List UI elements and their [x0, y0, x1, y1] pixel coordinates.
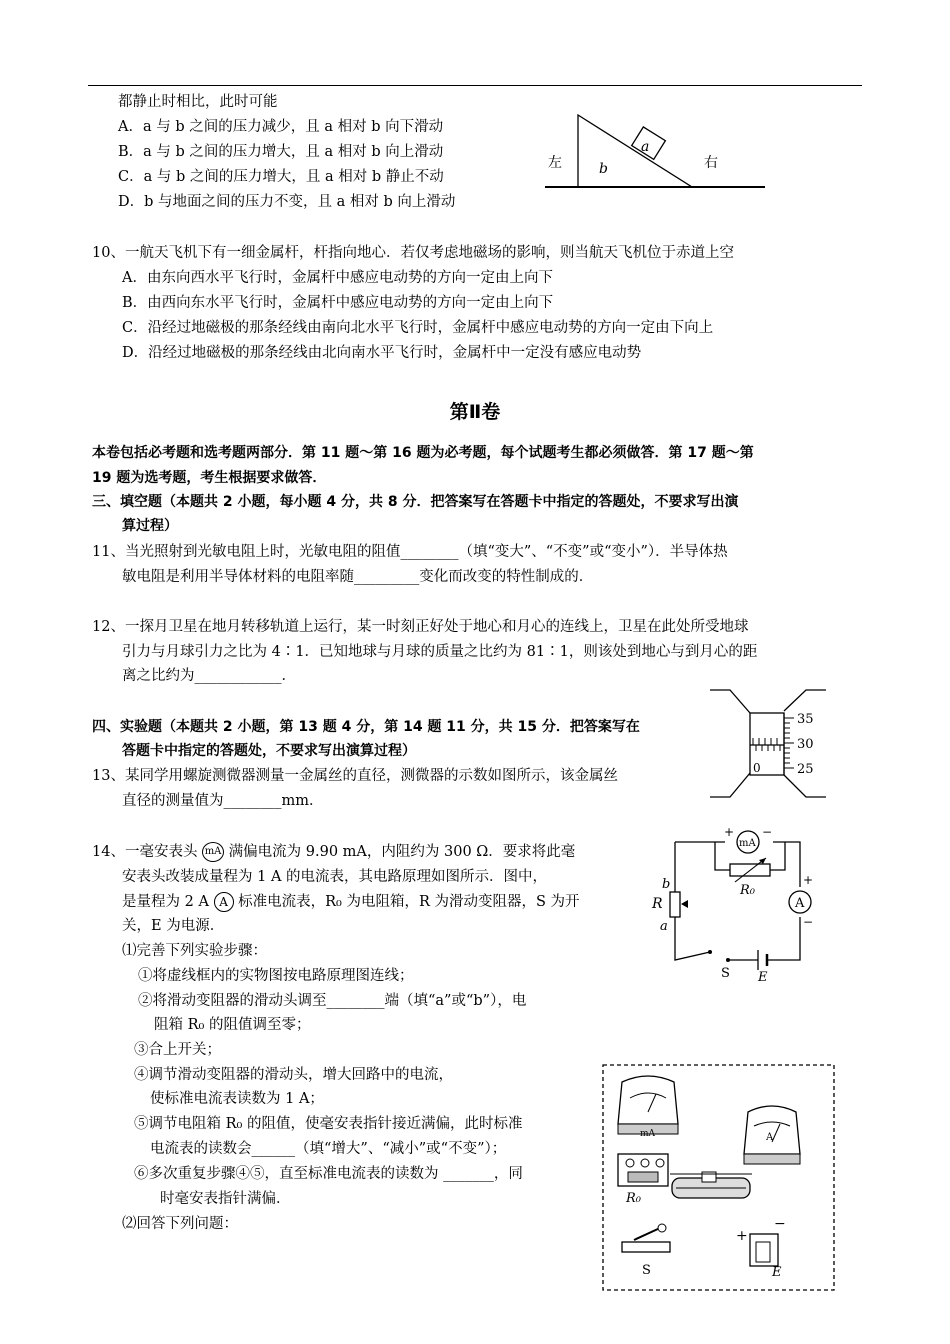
q14-answer-title: ⑵回答下列问题： [122, 1216, 238, 1232]
q9-option-b: B．a 与 b 之间的压力增大，且 a 相对 b 向上滑动 [118, 144, 444, 160]
q12-line-3: 离之比约为____________． [122, 668, 296, 684]
part4-heading-1: 四、实验题（本题共 2 小题，第 13 题 4 分，第 14 题 11 分，共 15 分．把答案写在 [92, 719, 640, 735]
q14-line-1 [92, 842, 575, 862]
rheostat-r [651, 877, 688, 934]
q14-step-5a: ⑤调节电阻箱 R₀ 的阻值，使毫安表指针接近满偏，此时标准 [134, 1116, 523, 1132]
circuit-r0-label: R₀ [740, 883, 755, 898]
device-ma-label: mA [640, 1129, 656, 1139]
q14-step-2a: ②将滑动变阻器的滑动头调至________端（填“a”或“b”），电 [138, 993, 527, 1009]
q14-step-4b: 使标准电流表读数为 1 A； [150, 1091, 324, 1107]
q14-step-title: ⑴完善下列实验步骤： [122, 943, 267, 959]
q14-line-1b: 满偏电流为 9.90 mA，内阻约为 300 Ω．要求将此毫 [228, 844, 576, 860]
battery-e [757, 950, 768, 982]
q10-option-b: B．由西向东水平飞行时，金属杆中感应电动势的方向一定由上向下 [122, 295, 554, 311]
micrometer-figure [708, 685, 833, 805]
wedge-b-label: b [599, 161, 608, 177]
ma-meter-symbol [202, 842, 224, 862]
q9-stem-tail: 都静止时相比，此时可能 [118, 94, 278, 110]
thimble-30: 30 [797, 737, 814, 752]
circuit-a-plus: + [803, 873, 814, 887]
switch-s [708, 950, 730, 981]
circuit-a-label: A [795, 896, 805, 911]
q10-option-d: D．沿经过地磁极的那条经线由北向南水平飞行时，金属杆中一定没有感应电动势 [122, 345, 642, 361]
circuit-ma-plus: + [724, 825, 735, 839]
q14-step-3: ③合上开关； [134, 1042, 221, 1058]
circuit-e-label: E [758, 970, 768, 982]
a-meter-symbol [214, 892, 234, 912]
resistance-box-device [618, 1154, 668, 1206]
wedge-b [578, 115, 692, 187]
left-label: 左 [548, 155, 562, 171]
device-a-label: A [766, 1132, 774, 1143]
q14-line-1a: 14、一毫安表头 [92, 844, 198, 860]
device-minus: − [774, 1216, 786, 1232]
device-plus: + [736, 1228, 748, 1244]
circuit-ma-minus: − [762, 825, 773, 839]
circuit-ma-label: mA [739, 838, 756, 849]
a-meter-device [744, 1106, 800, 1164]
q14-step-6b: 时毫安表指针满偏． [160, 1191, 291, 1207]
ma-meter [724, 825, 772, 853]
standard-ammeter [789, 873, 813, 929]
switch-device [622, 1224, 670, 1278]
circuit-diagram [640, 822, 820, 982]
ma-symbol-label: mA [204, 846, 222, 857]
section-title: 第Ⅱ卷 [449, 401, 501, 423]
header-rule [88, 85, 862, 86]
a-symbol-label: A [219, 895, 228, 909]
rheostat-device [670, 1172, 752, 1198]
circuit-s-label: S [721, 966, 730, 981]
wedge-figure [540, 110, 770, 195]
part4-heading-2: 答题卡中指定的答题处，不要求写出演算过程） [122, 743, 416, 759]
device-e-label: E [772, 1265, 782, 1280]
block-a-label: a [641, 139, 650, 155]
q14-step-2b: 阻箱 R₀ 的阻值调至零； [154, 1017, 311, 1033]
q14-step-6a: ⑥多次重复步骤④⑤，直至标准电流表的读数为 _______，同 [134, 1166, 523, 1182]
thimble-ticks [784, 718, 794, 768]
device-s-label: S [642, 1263, 651, 1278]
q14-step-5b: 电流表的读数会______（填“增大”、“减小”或“不变”）； [150, 1141, 507, 1157]
circuit-r-label: R [652, 896, 663, 912]
resistance-box-r0 [730, 858, 770, 898]
q14-line-3 [122, 892, 580, 912]
q14-line-4: 关，E 为电源． [122, 918, 225, 934]
battery-device [736, 1216, 786, 1280]
circuit-a-minus: − [803, 915, 814, 929]
main-scale-zero: 0 [753, 761, 761, 775]
q9-option-d: D．b 与地面之间的压力不变，且 a 相对 b 向上滑动 [118, 194, 456, 210]
equipment-figure [600, 1062, 838, 1294]
q14-line-2: 安表头改装成量程为 1 A 的电流表，其电路原理如图所示．图中， [122, 869, 548, 885]
q9-option-a: A．a 与 b 之间的压力减少，且 a 相对 b 向下滑动 [118, 119, 444, 135]
part3-heading-1: 三、填空题（本题共 2 小题，每小题 4 分，共 8 分．把答案写在答题卡中指定的答题处，不要求写出演 [92, 494, 739, 510]
q14-step-1: ①将虚线框内的实物图按电路原理图连线； [138, 968, 414, 984]
part3-heading-2: 算过程） [122, 518, 178, 534]
thimble-25: 25 [797, 762, 814, 777]
q14-line-3b: 标准电流表，R₀ 为电阻箱，R 为滑动变阻器，S 为开 [238, 894, 580, 910]
q10-option-c: C．沿经过地磁极的那条经线由南向北水平飞行时，金属杆中感应电动势的方向一定由下向上 [122, 320, 714, 336]
section-intro-1: 本卷包括必考题和选考题两部分．第 11 题～第 16 题为必考题，每个试题考生都必须做答．第 17 题～第 [92, 445, 754, 461]
ma-meter-device [618, 1076, 678, 1139]
q14-line-3a: 是量程为 2 A [122, 894, 209, 910]
q11-line-2: 敏电阻是利用半导体材料的电阻率随_________变化而改变的特性制成的． [122, 569, 594, 585]
q10-option-a: A．由东向西水平飞行时，金属杆中感应电动势的方向一定由上向下 [122, 270, 553, 286]
device-r0-label: R₀ [626, 1191, 641, 1206]
q14-step-4a: ④调节滑动变阻器的滑动头，增大回路中的电流， [134, 1067, 453, 1083]
q13-line-2: 直径的测量值为________mm． [122, 793, 324, 809]
q12-line-2: 引力与月球引力之比为 4∶1．已知地球与月球的质量之比约为 81∶1，则该处到地心与到月心的距 [122, 644, 758, 660]
q12-line-1: 12、一探月卫星在地月转移轨道上运行，某一时刻正好处于地心和月心的连线上，卫星在此处所受地球 [92, 619, 749, 635]
thimble-35: 35 [797, 712, 814, 727]
q11-line-1: 11、当光照射到光敏电阻上时，光敏电阻的阻值________（填“变大”、“不变”或“变小”）．半导体热 [92, 544, 728, 560]
circuit-b-label: b [662, 877, 671, 892]
q10-stem: 10、一航天飞机下有一细金属杆，杆指向地心．若仅考虑地磁场的影响，则当航天飞机位于赤道上空 [92, 245, 734, 261]
right-label: 右 [704, 155, 718, 171]
q9-option-c: C．a 与 b 之间的压力增大，且 a 相对 b 静止不动 [118, 169, 444, 185]
section-intro-2: 19 题为选考题，考生根据要求做答． [92, 470, 327, 486]
circuit-a-end-label: a [660, 919, 668, 934]
q13-line-1: 13、某同学用螺旋测微器测量一金属丝的直径，测微器的示数如图所示，该金属丝 [92, 768, 618, 784]
